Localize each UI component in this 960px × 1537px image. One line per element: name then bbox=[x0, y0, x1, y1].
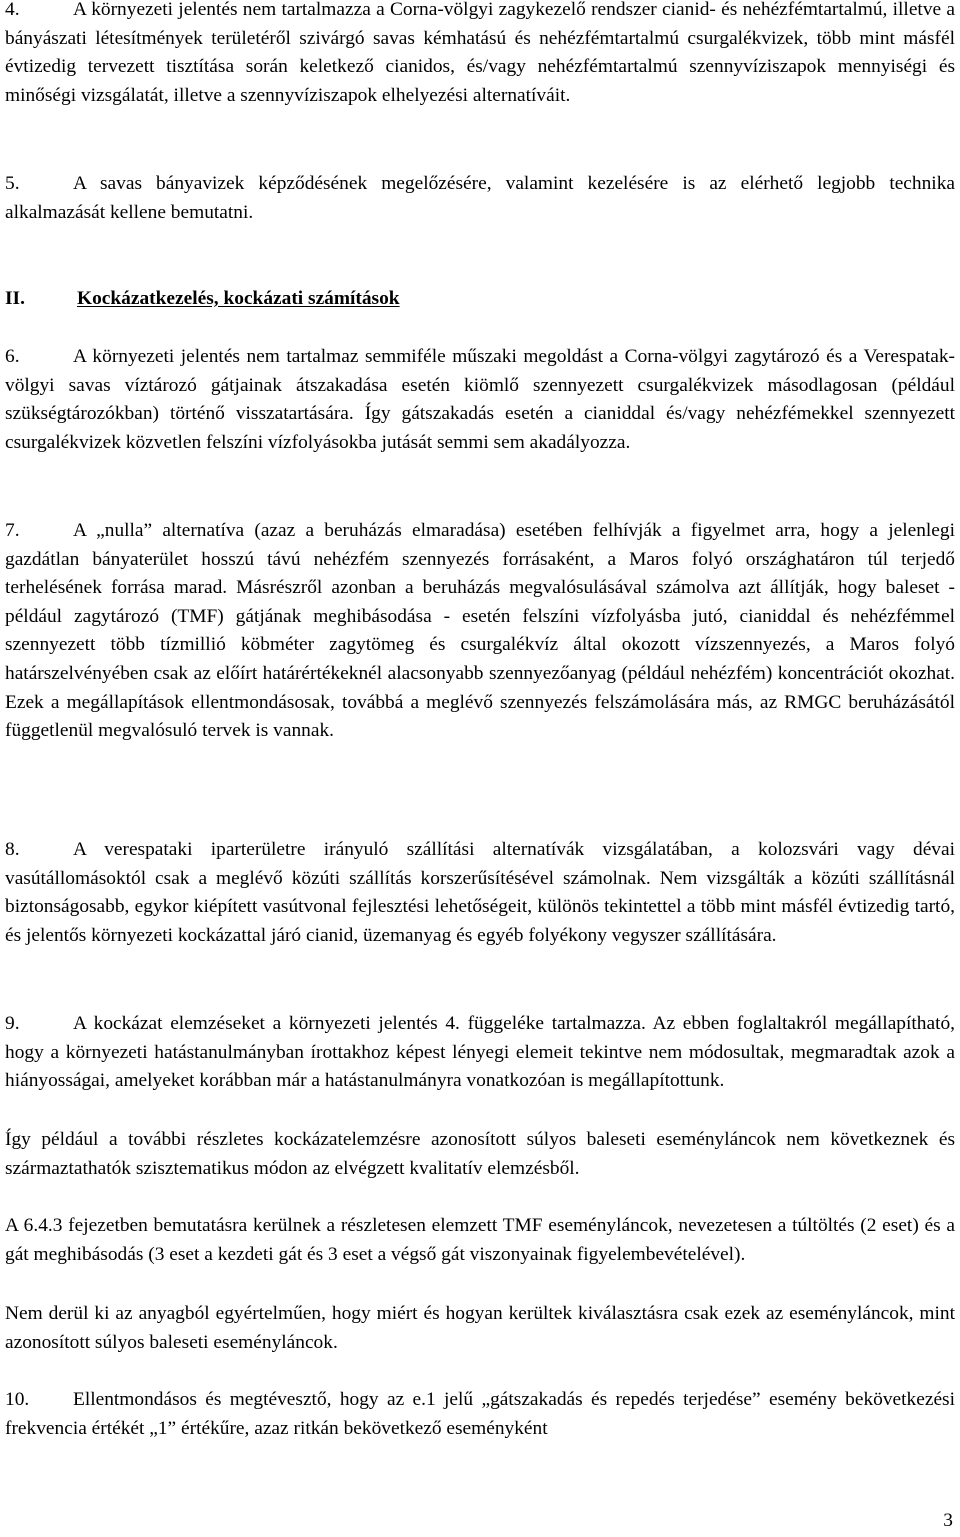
section-9-paragraph-3: A 6.4.3 fejezetben bemutatásra kerülnek a részletesen elemzett TMF eseményláncok, nevezetesen a túltöltés (2 eset) és a gát meghibásodás (3 eset a kezdeti gát és 3 eset a végső gát viszonyainak figyelembevételével). bbox=[5, 1215, 955, 1265]
section-6-number: 6. bbox=[5, 346, 20, 367]
page-number: 3 bbox=[943, 1510, 953, 1531]
section-10-text: Ellentmondásos és megtévesztő, hogy az e.1 jelű „gátszakadás és repedés terjedése” esemény bekövetkezési frekvencia értékét „1” értékűre, azaz ritkán bekövetkező eseményként bbox=[5, 1389, 955, 1439]
section-9-paragraph-2: Így például a további részletes kockázatelemzésre azonosított súlyos baleseti eseményláncok nem következnek és származtathatók szisztematikus módon az elvégzett kvalitatív elemzésből. bbox=[5, 1129, 955, 1179]
section-8-text: A verespataki iparterületre irányuló szállítási alternatívák vizsgálatában, a kolozsvári vagy dévai vasútállomásoktól csak a meglévő közúti szállítás korszerűsítésével számolnak. Nem vizsgálták a közúti szállításnál biztonságosabb, egykor kiépített vasútvonal fejlesztési lehetőségeit, különös tekintettel a több mint másfél évtizedig tartó, és jelentős környezeti kockázattal járó cianid, üzemanyag és egyéb folyékony vegyszer szállítására. bbox=[5, 839, 955, 946]
section-heading-ii bbox=[5, 285, 400, 314]
section-9 bbox=[5, 1010, 955, 1096]
section-10-number: 10. bbox=[5, 1389, 30, 1410]
heading-ii-number: II. bbox=[5, 288, 25, 309]
section-4-number: 4. bbox=[5, 0, 20, 20]
section-8-number: 8. bbox=[5, 839, 20, 860]
section-5 bbox=[5, 170, 955, 227]
section-6-text: A környezeti jelentés nem tartalmaz semmiféle műszaki megoldást a Corna-völgyi zagytározó és a Verespatak-völgyi savas víztározó gátjainak átszakadása esetén kiömlő szennyezett csurgalékvizek másodlagosan (például szükségtározókban) történő visszatartására. Így gátszakadás esetén a cianiddal és/vagy nehézfémekkel szennyezett csurgalékvizek közvetlen felszíni vízfolyásokba jutását semmi sem akadályozza. bbox=[5, 346, 955, 453]
section-5-text: A savas bányavizek képződésének megelőzésére, valamint kezelésére is az elérhető legjobb technika alkalmazását kellene bemutatni. bbox=[5, 173, 955, 223]
heading-ii-title: Kockázatkezelés, kockázati számítások bbox=[77, 288, 400, 309]
section-6 bbox=[5, 343, 955, 457]
section-10 bbox=[5, 1386, 955, 1443]
section-9-text: A kockázat elemzéseket a környezeti jelentés 4. függeléke tartalmazza. Az ebben foglaltakról megállapítható, hogy a környezeti hatástanulmányban írottakhoz képest lényegi elemeit tekintve nem módosultak, megmaradtak azok a hiányosságai, amelyeket korábban már a hatástanulmányra vonatkozóan is megállapítottunk. bbox=[5, 1013, 955, 1092]
section-5-number: 5. bbox=[5, 173, 20, 194]
section-4-text: A környezeti jelentés nem tartalmazza a Corna-völgyi zagykezelő rendszer cianid- és nehézfémtartalmú, illetve a bányászati létesítmények területéről szivárgó savas kémhatású és nehézfémtartalmú csurgalékvizek, több mint másfél évtizedig tervezett tisztítása során keletkező cianidos, és/vagy nehézfémtartalmú szennyvíziszapok mennyiségi és minőségi vizsgálatát, illetve a szennyvíziszapok elhelyezési alternatíváit. bbox=[5, 0, 955, 106]
section-7 bbox=[5, 517, 955, 746]
section-7-text: A „nulla” alternatíva (azaz a beruházás elmaradása) esetében felhívják a figyelmet arra, hogy a jelenlegi gazdátlan bányaterület hosszú távú nehézfém szennyezés forrásaként, a Maros folyó országhatáron túl terjedő terhelésének forrása marad. Másrészről azonban a beruházás megvalósulásával számolva azt állítják, hogy baleset - például zagytározó (TMF) gátjának meghibásodása - esetén felszíni vízfolyásba jutó, cianiddal és nehézfémmel szennyezett több tízmillió köbméter zagytömeg és csurgalékvíz által okozott vízszennyezés, a Maros folyó határszelvényében csak az előírt határértékeknél alacsonyabb szennyezőanyag (például nehézfém) koncentrációt okozhat. Ezek a megállapítások ellentmondásosak, továbbá a meglévő szennyezés felszámolására más, az RMGC beruházásától függetlenül megvalósuló tervek is vannak. bbox=[5, 520, 955, 742]
section-8 bbox=[5, 836, 955, 950]
section-9-number: 9. bbox=[5, 1013, 20, 1034]
section-9-paragraph-4: Nem derül ki az anyagból egyértelműen, hogy miért és hogyan kerültek kiválasztásra csak ezek az eseményláncok, mint azonosított súlyos baleseti eseményláncok. bbox=[5, 1303, 955, 1353]
section-4 bbox=[5, 0, 955, 110]
section-7-number: 7. bbox=[5, 520, 20, 541]
